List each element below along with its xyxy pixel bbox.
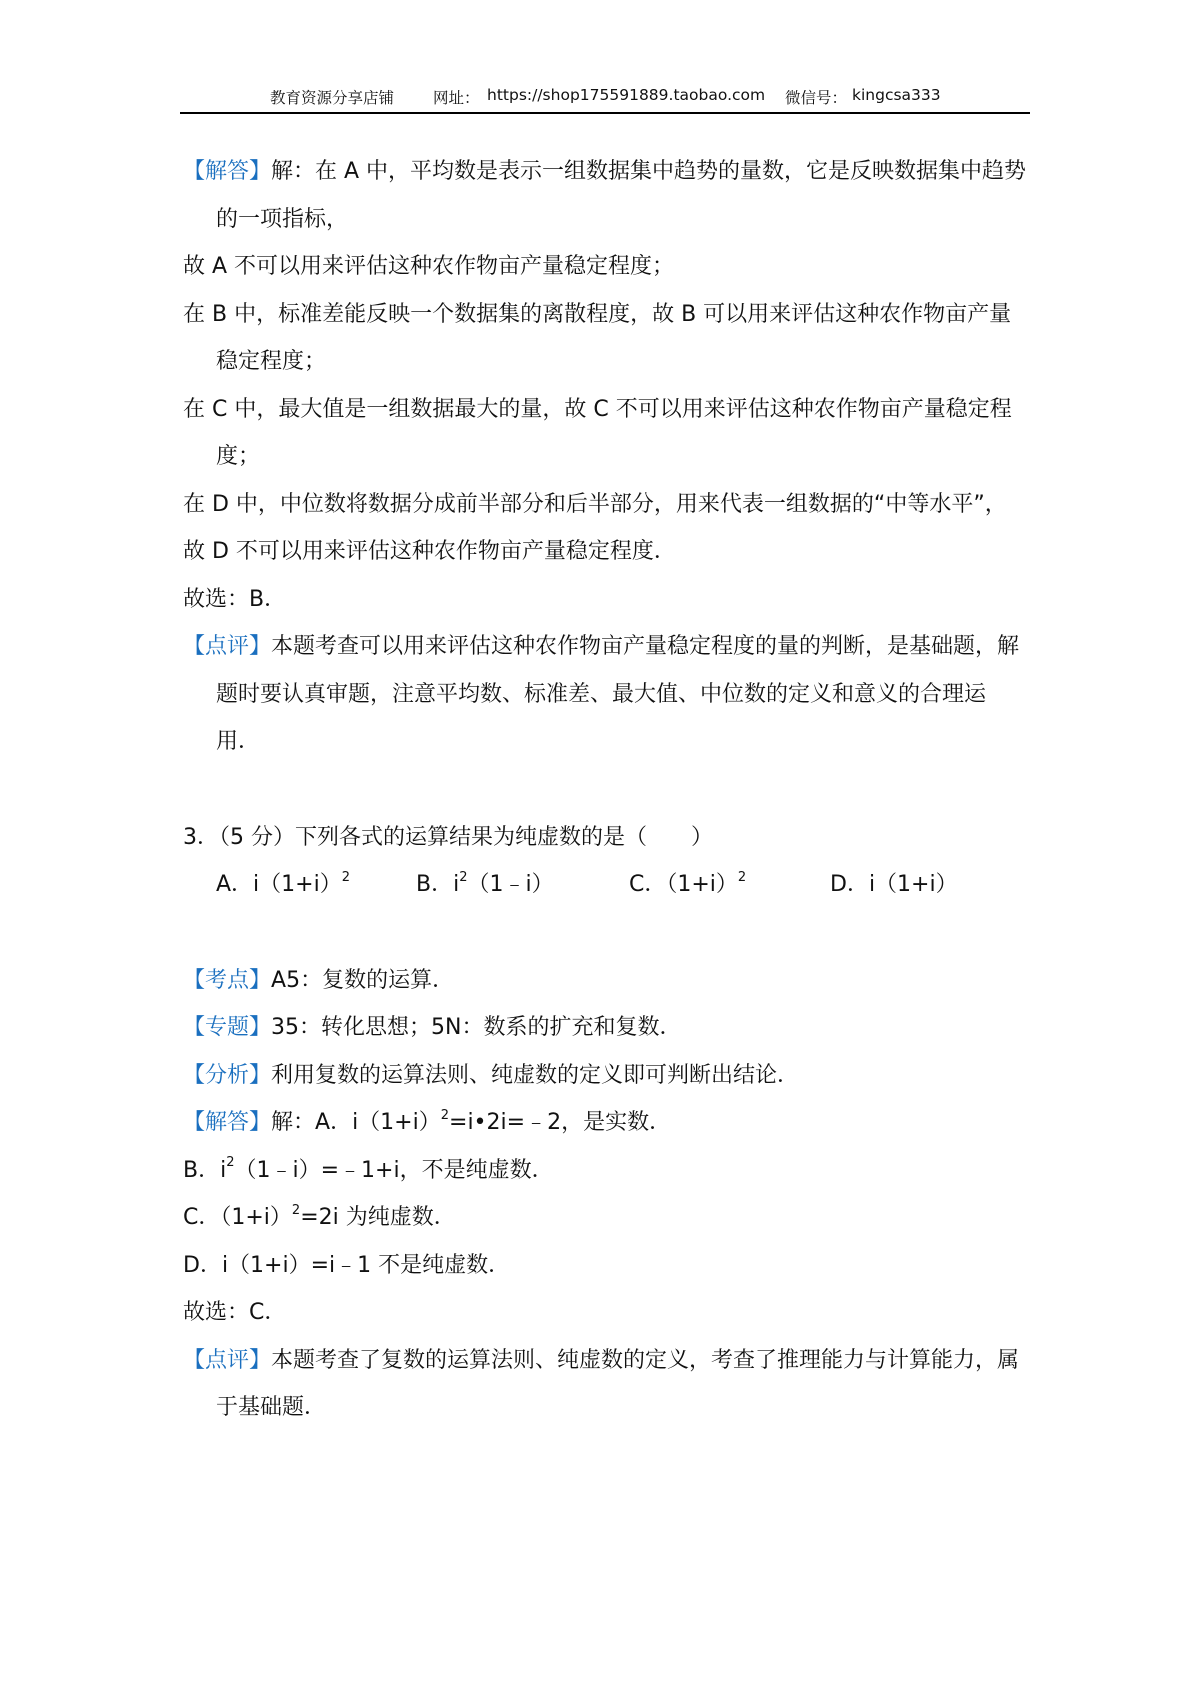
q3-comment: 【点评】本题考查了复数的运算法则、纯虚数的定义，考查了推理能力与计算能力，属于基础题． — [183, 1347, 1020, 1420]
q2-choice: 故选：B． — [183, 586, 287, 612]
shop-url[interactable]: https://shop175591889.taobao.com — [487, 86, 766, 104]
analysis-tag: 【分析】 — [183, 1062, 272, 1088]
wechat-label: 微信号： — [785, 89, 848, 107]
option-d: D．i（1+i） — [830, 872, 958, 897]
topic-tag: 【专题】 — [183, 1015, 272, 1040]
page-header — [180, 86, 1030, 114]
q2-answer-line: 故 D 不可以用来评估这种农作物亩产量稳定程度． — [183, 539, 676, 564]
answer-tag: 【解答】 — [183, 159, 272, 184]
q3-answer-d: D．i（1+i）=i﹣1 不是纯虚数． — [183, 1252, 511, 1278]
q3-choice: 故选：C． — [183, 1300, 287, 1325]
q3-options — [183, 861, 1028, 909]
q2-answer-line: 故 A 不可以用来评估这种农作物亩产量稳定程度； — [183, 254, 675, 279]
q2-answer-line: 在 B 中，标准差能反映一个数据集的离散程度，故 B 可以用来评估这种农作物亩产量稳定程度； — [183, 301, 1012, 374]
comment-tag: 【点评】 — [183, 1347, 272, 1373]
q3-analysis: 【分析】利用复数的运算法则、纯虚数的定义即可判断出结论． — [183, 1062, 800, 1088]
option-a: A．$i(1+i)^2$ — [216, 869, 350, 897]
comment-tag: 【点评】 — [183, 634, 272, 659]
point-tag: 【考点】 — [183, 967, 272, 993]
url-label: 网址： — [433, 89, 480, 107]
shop-name: 教育资源分享店铺 — [270, 89, 395, 107]
q3-answer-a: 【解答】解：A．$i(1+i)^2=i•2i=﹣2$，是实数． — [183, 1107, 672, 1135]
q2-comment: 【点评】本题考查可以用来评估这种农作物亩产量稳定程度的量的判断，是基础题，解题时要认真审题，注意平均数、标准差、最大值、中位数的定义和意义的合理运用． — [183, 634, 1020, 754]
q2-answer-line: 在 D 中，中位数将数据分成前半部分和后半部分，用来代表一组数据的“中等水平”， — [183, 491, 1007, 517]
wechat-id: kingcsa333 — [852, 86, 941, 104]
document-body — [183, 148, 1028, 1432]
q2-answer-line: 在 C 中，最大值是一组数据最大的量，故 C 不可以用来评估这种农作物亩产量稳定程度； — [183, 396, 1012, 469]
option-c: C．$(1+i)^2$ — [629, 869, 747, 897]
q3-answer-b: B．$i^2(1﹣i)=﹣1+i$，不是纯虚数． — [183, 1155, 554, 1183]
option-b: B．$i^2(1﹣i)$ — [416, 869, 554, 897]
q2-answer-intro: 【解答】解：在 A 中，平均数是表示一组数据集中趋势的量数，它是反映数据集中趋势的一项指标， — [183, 159, 1027, 232]
q3-topic: 【专题】35：转化思想；5N：数系的扩充和复数． — [183, 1015, 682, 1040]
answer-tag: 【解答】 — [183, 1110, 272, 1135]
q3-stem: 3．（5 分）下列各式的运算结果为纯虚数的是（ ） — [183, 824, 713, 850]
q3-answer-c: C．$(1+i)^2=2i$ 为纯虚数． — [183, 1202, 456, 1230]
q3-point: 【考点】A5：复数的运算． — [183, 967, 455, 993]
